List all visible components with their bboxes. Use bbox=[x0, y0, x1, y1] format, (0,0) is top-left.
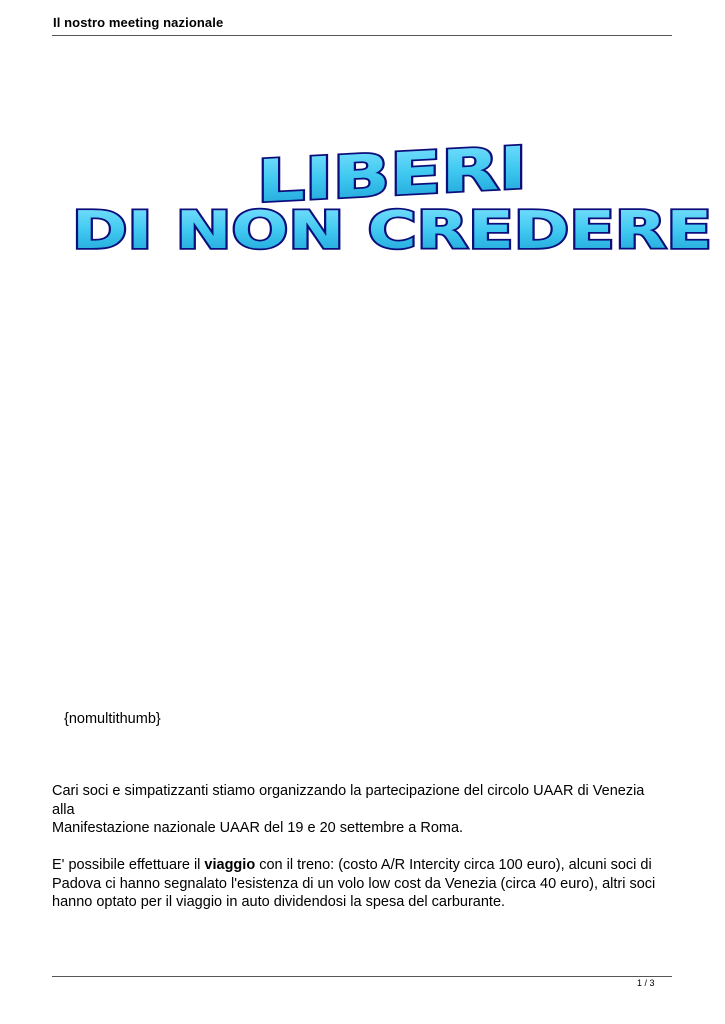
thumbnail-placeholder-tag: {nomultithumb} bbox=[64, 711, 161, 727]
paragraph-1-line-2: alla bbox=[52, 801, 75, 818]
header-divider bbox=[52, 35, 672, 36]
logo-line-1: LIBERI bbox=[256, 136, 466, 216]
logo-wordart bbox=[60, 130, 725, 260]
footer-divider bbox=[52, 976, 672, 977]
liberi-di-non-credere-logo bbox=[60, 130, 725, 260]
paragraph-1-line-1: Cari soci e simpatizzanti stiamo organizzando la partecipazione del circolo UAAR di Venezia bbox=[52, 783, 645, 799]
paragraph-1-line-3: Manifestazione nazionale UAAR del 19 e 20 settembre a Roma. bbox=[52, 820, 464, 836]
logo-line-2: DI NON CREDERE bbox=[72, 201, 712, 260]
page-header-title: Il nostro meeting nazionale bbox=[53, 15, 224, 30]
page-number: 1 / 3 bbox=[637, 978, 655, 988]
paragraph-2 bbox=[52, 856, 677, 912]
paragraph-2-bold: viaggio bbox=[204, 857, 256, 873]
article-body bbox=[52, 782, 677, 912]
paragraph-2-start: E' possibile effettuare il bbox=[52, 857, 205, 873]
paragraph-2-rest: con il treno: (costo A/R Intercity circa 100 euro), alcuni soci di Padova ci hanno segnalato l'esistenza di un volo low cost da Venezia (circa 40 euro), altri soci hanno optato per il viaggio in auto dividendosi la spesa del carburante. bbox=[52, 857, 656, 910]
